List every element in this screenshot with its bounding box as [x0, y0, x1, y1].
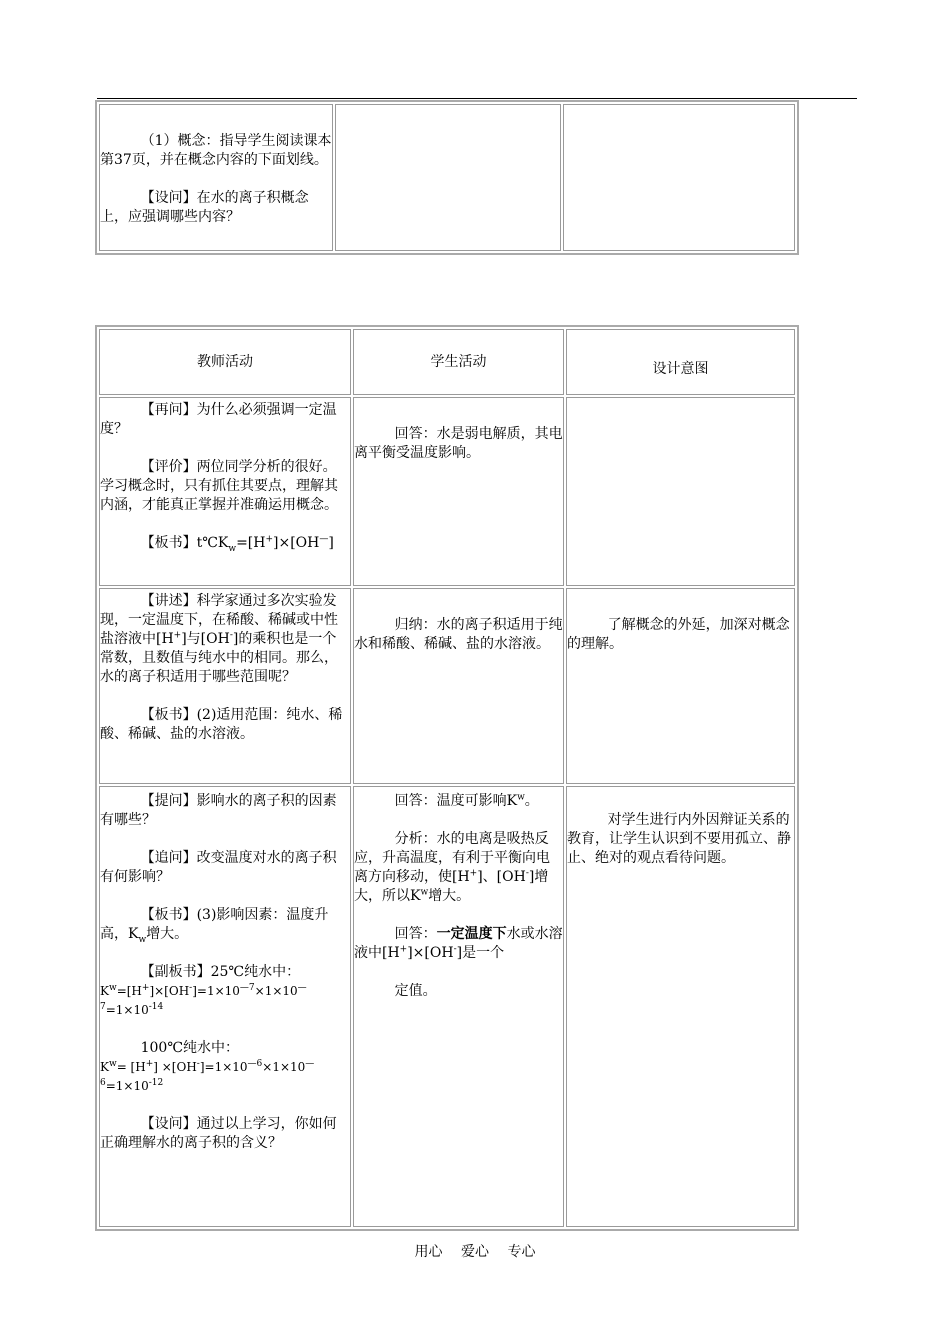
header-design: 设计意图: [566, 329, 795, 395]
table1-cell-student: [335, 104, 561, 251]
row3-subboard-25: 【副板书】25℃纯水中：: [140, 964, 301, 980]
row1-board: 【板书】$t℃K_w=[H^+]\times[OH^—]$: [140, 534, 334, 554]
table1-concept-text: （1）概念：指导学生阅读课本第37页，并在概念内容的下面划线。: [100, 133, 332, 168]
row2-student-cell: [353, 588, 564, 784]
table2-header-row: [99, 329, 795, 395]
table1-question-text: 【设问】在水的离子积概念上，应强调哪些内容？: [100, 190, 309, 225]
table-1: [95, 100, 799, 255]
table1-cell-teacher: [99, 104, 333, 251]
row1-design-cell: [566, 397, 795, 586]
row1-reask: 【再问】为什么必须强调一定温度？: [100, 402, 337, 437]
table1-cell-design: [563, 104, 795, 251]
header-student: 学生活动: [353, 329, 564, 395]
row2-narration: 【讲述】科学家通过多次实验发现，一定温度下，在稀酸、稀碱或中性盐溶液中[H+]与[OH-]的乘积也是一个常数，且数值与纯水中的相同。那么，水的离子积适用于哪些范围呢？: [100, 593, 338, 685]
table-row: [99, 786, 795, 1227]
header-rule: [97, 98, 857, 99]
row3-subboard-100: 100℃纯水中：: [140, 1040, 239, 1056]
row3-answer-1: 回答：温度可影响$K^w$。: [394, 792, 539, 809]
row3-answer-2-end: 定值。: [394, 983, 437, 999]
row3-formula-100: $K^w= [H^+] \times[OH^-]=1\times 10^{—6}\times 1\times 10^—$ $^6=1\times 10^{-12}$: [100, 1059, 315, 1093]
row2-summary: 归纳：水的离子积适用于纯水和稀酸、稀碱、盐的水溶液。: [354, 617, 563, 652]
row1-answer: 回答：水是弱电解质，其电离平衡受温度影响。: [354, 426, 563, 461]
row2-intent: 了解概念的外延，加深对概念的理解。: [567, 617, 790, 652]
row3-student-cell: [353, 786, 564, 1227]
row3-intent: 对学生进行内外因辩证关系的教育，让学生认识到不要用孤立、静止、绝对的观点看待问题。: [567, 812, 791, 866]
row3-analysis: 分析：水的电离是吸热反应，升高温度，有利于平衡向电离方向移动，使[H+]、[OH-]增大，所以$K^w$增大。: [354, 831, 550, 904]
row3-final-question: 【设问】通过以上学习，你如何正确理解水的离子积的含义？: [100, 1116, 337, 1151]
row3-answer-2: 回答：一定温度下水或水溶液中[H+]×[OH-]是一个: [354, 926, 563, 961]
row3-formula-25: $K^w=[H^+]\times[OH^-]=1\times 10^{—7}\times 1\times 10^—$ $^7=1\times 10^{-14}$: [100, 983, 307, 1017]
header-teacher: 教师活动: [99, 329, 351, 395]
page-footer: 用心 爱心 专心: [414, 1244, 536, 1260]
row2-design-cell: [566, 588, 795, 784]
table-2: [95, 325, 799, 1231]
row1-teacher-cell: [99, 397, 351, 586]
row1-evaluation: 【评价】两位同学分析的很好。学习概念时，只有抓住其要点，理解其内涵，才能真正掌握并准确运用概念。: [100, 459, 338, 513]
row1-student-cell: [353, 397, 564, 586]
table-row: [99, 588, 795, 784]
row2-teacher-cell: [99, 588, 351, 784]
table-row: [99, 397, 795, 586]
row3-question: 【提问】影响水的离子积的因素有哪些？: [100, 793, 337, 828]
row2-board: 【板书】(2)适用范围：纯水、稀酸、稀碱、盐的水溶液。: [100, 707, 343, 742]
row3-followup: 【追问】改变温度对水的离子积有何影响？: [100, 850, 337, 885]
row3-design-cell: [566, 786, 795, 1227]
row3-board: 【板书】(3)影响因素：温度升高，$K_w$增大。: [100, 907, 329, 945]
row3-teacher-cell: [99, 786, 351, 1227]
